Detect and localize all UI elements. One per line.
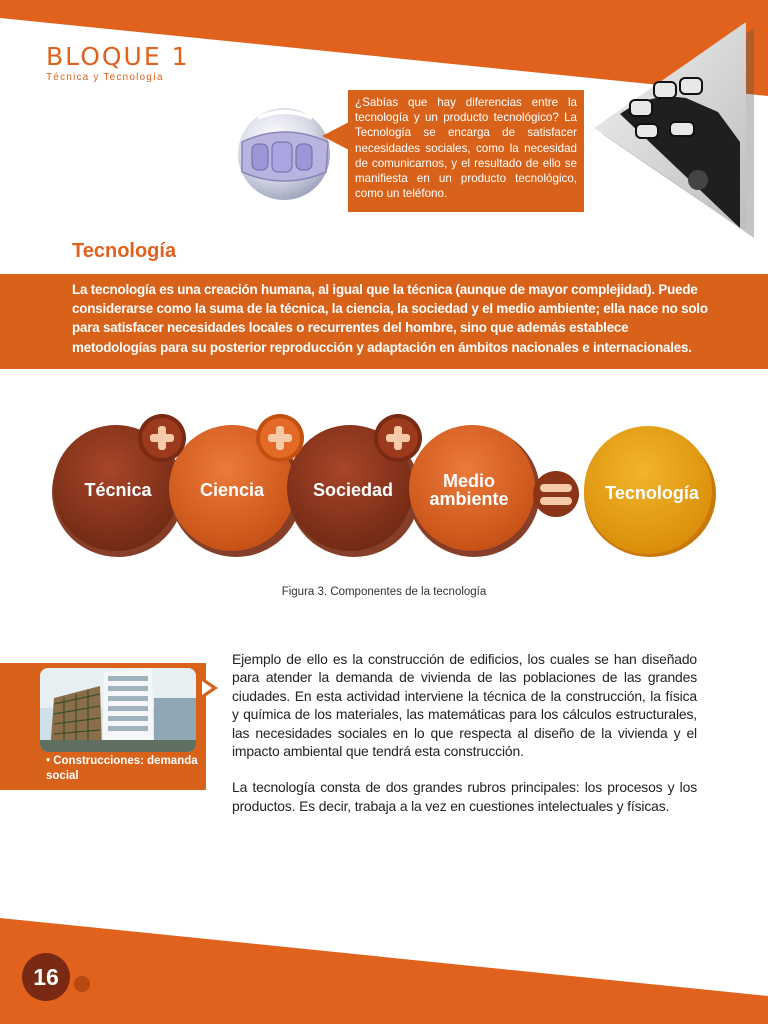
robot-hand-photo	[590, 22, 758, 238]
bloque-subtitle: Técnica y Tecnología	[46, 72, 164, 83]
body-paragraph: Ejemplo de ello es la construcción de edificios, los cuales se han diseñado para atender la demanda de vivienda de las poblaciones de las grandes ciudades. En esta actividad interviene la técnica de la construcción, la física y química de los materiales, las matemáticas para los cálculos estructurales, las necesidades sociales en lo que respecta al diseño de la vivienda y el impacto ambiental que tendrá esta construcción.	[232, 651, 697, 760]
plus-icon	[256, 414, 304, 462]
body-paragraph: La tecnología consta de dos grandes rubros principales: los procesos y los productos. Es decir, trabaja a la vez en cuestiones intelectuales y físicas.	[232, 779, 697, 814]
result-label-tecnologia: Tecnología	[605, 483, 699, 503]
equals-icon	[533, 471, 579, 517]
component-label-tecnica: Técnica	[84, 480, 152, 500]
sidebar-caption: • Construcciones: demanda social	[46, 755, 198, 782]
section-title: Tecnología	[72, 240, 177, 262]
component-label-sociedad: Sociedad	[312, 480, 394, 500]
intro-paragraph: La tecnología es una creación humana, al igual que la técnica (aunque de mayor complejidad). Puede considerarse como la suma de la técnica, la ciencia, la sociedad y el medio ambiente; ella nace no solo para satisfacer necesidades locales o recurrentes del hombre, sino que además establece metodologías para su posterior reproducción y adaptación en ámbitos nacionales e internacionales.	[72, 282, 708, 355]
bloque-title: BLOQUE 1	[46, 42, 190, 71]
construction-photo	[40, 668, 196, 752]
figure-caption: Figura 3. Componentes de la tecnología	[281, 586, 487, 598]
component-label-ciencia: Ciencia	[199, 480, 265, 500]
technology-components-diagram	[0, 400, 768, 570]
sidebar-arrow-inner	[202, 681, 212, 695]
callout-pointer	[322, 122, 349, 150]
footer-band	[0, 900, 768, 1024]
did-you-know-callout: ¿Sabías que hay diferencias entre la tecnología y un producto tecnológico? La Tecnología se encarga de satisfacer necesidades sociales, como la necesidad de comunicarnos, y el resultado de ello se manifiesta en un producto tecnológico, como un teléfono.	[348, 90, 584, 212]
robot-head-illustration	[228, 102, 336, 204]
plus-icon	[138, 414, 186, 462]
plus-icon	[374, 414, 422, 462]
component-label-medio: Medio	[443, 471, 495, 491]
component-label-ambiente: ambiente	[429, 489, 509, 509]
page-number: 16	[22, 953, 70, 1001]
body-text	[232, 650, 697, 815]
